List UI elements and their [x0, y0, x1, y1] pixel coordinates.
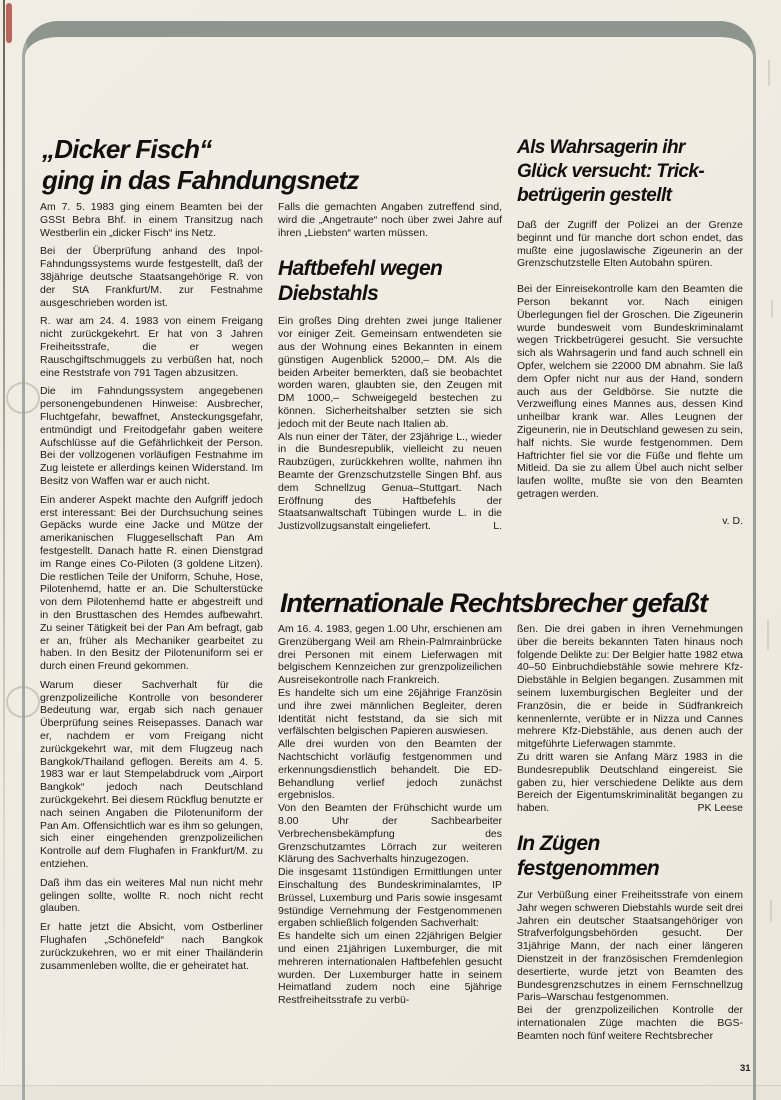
scan-noise [767, 620, 769, 650]
paragraph: Die insgesamt 11stündigen Ermittlungen unter Einschaltung des Bundeskriminalamtes, IP Brüssel, Luxemburg und Paris sowie insgesamt 9stündige Vernehmung der Festgenommenen ergaben schließlich folgenden Sachverhalt: [278, 866, 502, 930]
article-zuege-body [517, 889, 743, 1043]
red-cover-sliver [6, 3, 12, 43]
paragraph [278, 431, 502, 533]
paragraph: Bei der Überprüfung anhand des Inpol-Fahndungssystems wurde festgestellt, daß der 38jährige deutsche Staatsangehörige R. von der StA Frankfurt/M. zur Festnahme ausgeschrieben worden ist. [40, 245, 263, 309]
title-line: Haftbefehl wegen [278, 257, 443, 281]
title-line: „Dicker Fisch“ [42, 134, 212, 164]
page-number: 31 [740, 1063, 751, 1074]
column-3-bottom [517, 623, 743, 1043]
scan-noise [770, 900, 772, 922]
paragraph: Am 16. 4. 1983, gegen 1.00 Uhr, erschienen am Grenzübergang Weil am Rhein-Palmrainbrücke drei Personen mit einem Lieferwagen mit belgischem Kennzeichen zur grenzpolizeilichen Ausreisekontrolle nach Frankreich. [278, 623, 502, 687]
author-initials: v. D. [722, 514, 743, 527]
article-zuege-title [517, 831, 743, 881]
title-line: Als Wahrsagerin ihr [517, 137, 685, 158]
article-rechtsbrecher-col-a [278, 623, 502, 1007]
paragraph-text: Als nun einer der Täter, der 23jährige L., wieder in die Bundesrepublik, vielleicht zu neuen Raubzügen, zurückkehren wollte, nahmen ihn Beamte der Grenzschutzstelle Singen Bhf. aus dem Schnellzug Genua–Stuttgart. Nach Eröffnung des Haftbefehls der Staatsanwaltschaft Tübingen wurde L. in die Justizvollzugsanstalt eingeliefert. [278, 430, 502, 533]
title-line: In Zügen [517, 831, 600, 855]
title-line: betrügerin gestellt [517, 185, 672, 206]
article-haftbefehl-title [278, 256, 502, 306]
paragraph: R. war am 24. 4. 1983 von einem Freigang nicht zurückgekehrt. Er hat von 3 Jahren Freiheitsstrafe, die er wegen Rauschgiftschmuggels zu verbüßen hat, noch eine Reststrafe von 791 Tagen abzusitzen. [40, 315, 263, 379]
paragraph: Die im Fahndungssystem angegebenen personengebundenen Hinweise: Ausbrecher, Fluchtgefahr, bewaffnet, Ansteckungsgefahr, entmündigt und Freitodgefahr gaben weitere Aufschlüsse auf die Gefährlichkeit der Person. Bei der vollzogenen vorläufigen Festnahme im Zug leistete er allerdings keinen Widerstand. Im Besitz von Waffen war er auch nicht. [40, 385, 263, 487]
paragraph: Es handelte sich um einen 22jährigen Belgier und einen 21jährigen Luxemburger, die mit mehreren internationalen Haftbefehlen gesucht wurden. Der Luxemburger hatte in seinem Heimatland zudem noch eine 5jährige Restfreiheitsstrafe zu verbü- [278, 930, 502, 1007]
paragraph: Ein großes Ding drehten zwei junge Italiener vor einiger Zeit. Gemeinsam entwendeten sie aus der Wohnung eines Bekannten in einem günstigen Augenblick 52000,– DM. Als die beiden Arbeiter bemerkten, daß sie beobachtet worden waren, glaubten sie, den Zeugen mit DM 1000,– Schweigegeld bestechen zu können. Sicherheitshalber setzten sie sich jedoch mit der Beute nach Italien ab. [278, 315, 502, 430]
article-rechtsbrecher-title: Internationale Rechtsbrecher gefaßt [280, 588, 708, 618]
title-line: Diebstahls [278, 282, 379, 306]
paragraph: Zur Verbüßung einer Freiheitsstrafe von einem Jahr wegen schweren Diebstahls wurde seit drei Jahren ein deutscher Staatsangehöriger von Strafverfolgungsbehörden gesucht. Der 31jährige Mann, der nach einer längeren Dienstzeit in der französischen Fremdenlegion desertierte, wurde jetzt von Beamten des Bundesgrenzschutzes in einem Fernschnellzug Paris–Warschau festgenommen. [517, 888, 743, 1004]
article-dicker-fisch-body [40, 201, 263, 972]
scan-binding-edge [3, 0, 5, 1100]
column-2-top [278, 201, 502, 533]
paragraph: Falls die gemachten Angaben zutreffend sind, wird die „Angetraute“ noch über zwei Jahre auf ihren „Liebsten“ warten müssen. [278, 201, 502, 239]
paragraph: Daß ihm das ein weiteres Mal nun nicht mehr gelingen sollte, wollte R. noch nicht recht glauben. [40, 876, 263, 915]
paragraph: Bei der Einreisekontrolle kam den Beamten die Person bekannt vor. Nach einigen Überlegungen fiel der Groschen. Die Zigeunerin wurde bundesweit vom Bundeskriminalamt wegen Trickbetrügerei gesucht. Sie versuchte sich als Wahrsagerin und fand auch schnell ein Opfer, welchem sie 22000 DM abnahm. Sie laß dem Opfer nicht nur aus der Hand, sondern auch aus der Geldbörse. Sie nutzte die Verzweiflung eines Mannes aus, dessen Kind unheilbar krank war. Alles Leugnen der Zigeunerin, nie in Deutschland gewesen zu sein, half nichts. Sie wurde festgenommen. Dem Haftrichter fiel sie vor die Füße und flehte um Mitleid. Da sie zu allem Übel auch nicht selber laufen wollte, mußte sie von den Beamten getragen werden. [517, 283, 743, 500]
scan-noise [768, 60, 770, 86]
paragraph [517, 751, 743, 815]
punch-hole-mark [6, 686, 40, 718]
title-line: festgenommen [517, 856, 660, 880]
paragraph: Bei der grenzpolizeilichen Kontrolle der internationalen Züge machten die BGS-Beamten noch fünf weitere Rechtsbrecher [517, 1004, 743, 1042]
article-wahrsagerin-title [517, 136, 743, 208]
paragraph: Warum dieser Sachverhalt für die grenzpolizeiliche Kontrolle von besonderer Bedeutung war, ergab sich nach genauer Überprüfung seines Reisepasses. Danach war er, nachdem er vom Freigang nicht zurückgekehrt war, mit dem Flugzeug nach Bangkok/Thailand geflogen. Bereits am 4. 5. 1983 war er laut Stempelabdruck vom „Airport Bangkok“ jedoch nach Deutschland zurückgekehrt. Bei diesem Rückflug benutzte er nach seinen Angaben die Pilotenuniform der Pan Am. Offensichtlich war es ihm so gelungen, sich einer eingehenden grenzpolizeilichen Kontrolle auf dem Flughafen in Frankfurt/M. zu entziehen. [40, 678, 263, 871]
author-name: PK Leese [697, 802, 743, 815]
paragraph: Daß der Zugriff der Polizei an der Grenze beginnt und für manche dort schon endet, das mußte eine jugoslawische Zigeunerin an der Grenzschutzstelle Elten Autobahn spüren. [517, 219, 743, 270]
scan-noise [771, 300, 773, 318]
paragraph: Alle drei wurden von den Beamten der Nachtschicht vorläufig festgenommen und erkennungsdienstlich behandelt. Die ED-Behandlung verlief jedoch zunächst ergebnislos. [278, 738, 502, 802]
article-dicker-fisch-continuation [278, 201, 502, 239]
paragraph: Ein anderer Aspekt machte den Aufgriff jedoch erst interessant: Bei der Durchsuchung seines Gepäcks wurde eine Jacke und Mütze der amerikanischen Fluggesellschaft Pan Am festgestellt. Danach hatte R. einen Dienstgrad im Range eines Co-Piloten (3 goldene Litzen). Die restlichen Teile der Uniform, Schuhe, Hose, Pilotenhemd, hatte er an. Die Schulterstücke von dem Pilotenhemd hatte er abgestreift und in den Brusttaschen des Hemdes aufbewahrt. Zu seiner Tätigkeit bei der Pan Am befragt, gab er an, früher als Mechaniker gearbeitet zu haben. In den Besitz der Pilotenuniform sei er durch einen Freund gekommen. [40, 493, 263, 673]
article-wahrsagerin-body [517, 219, 743, 501]
article-rechtsbrecher-col-b [517, 623, 743, 815]
paragraph: Es handelte sich um eine 26jährige Französin und ihre zwei männlichen Begleiter, deren Identität nicht feststand, da sie sich mit verfälschten belgischen Papieren auswiesen. [278, 686, 502, 738]
column-3-top [517, 136, 743, 527]
punch-hole-mark [6, 382, 40, 414]
title-line: Glück versucht: Trick- [517, 161, 705, 182]
paragraph: Am 7. 5. 1983 ging einem Beamten bei der GSSt Bebra Bhf. in einem Transitzug nach Westberlin ein „dicker Fisch“ ins Netz. [40, 201, 263, 239]
paragraph: Er hatte jetzt die Absicht, vom Ostberliner Flughafen „Schönefeld“ nach Bangkok zurückzukehren, wo er mit einer Thailänderin zusammenleben wollte, die er geheiratet hat. [40, 921, 263, 972]
article-dicker-fisch-title [42, 134, 512, 196]
author-initials: L. [493, 520, 502, 533]
article-haftbefehl-body [278, 315, 502, 533]
page-bottom-edge [0, 1086, 781, 1100]
paragraph: Von den Beamten der Frühschicht wurde um 8.00 Uhr der Sachbearbeiter Verbrechensbekämpfung des Grenzschutzamtes Lörrach zur weiteren Klärung des Sachverhalts hinzugezogen. [278, 802, 502, 866]
title-line: ging in das Fahndungsnetz [42, 165, 359, 195]
paragraph: ßen. Die drei gaben in ihren Vernehmungen über die bereits bekannten Taten hinaus noch folgende Delikte zu: Der Belgier hatte 1982 etwa 40–50 Einbruchdiebstähle sowie mehrere Kfz-Diebstähle in Belgien begangen. Zusammen mit seinem luxemburgischen Begleiter und der Französin, die er beide in Südfrankreich kennenlernte, verübte er in Nizza und Cannes mehrere Kfz-Diebstähle, aus denen auch der mitgeführte Lieferwagen stammte. [517, 623, 743, 751]
paragraph-text: Zu dritt waren sie Anfang März 1983 in die Bundesrepublik Deutschland eingereist. Sie gaben zu, hier verschiedene Delikte aus dem Bereich der Eigentumskriminalität begangen zu haben. [517, 750, 743, 815]
